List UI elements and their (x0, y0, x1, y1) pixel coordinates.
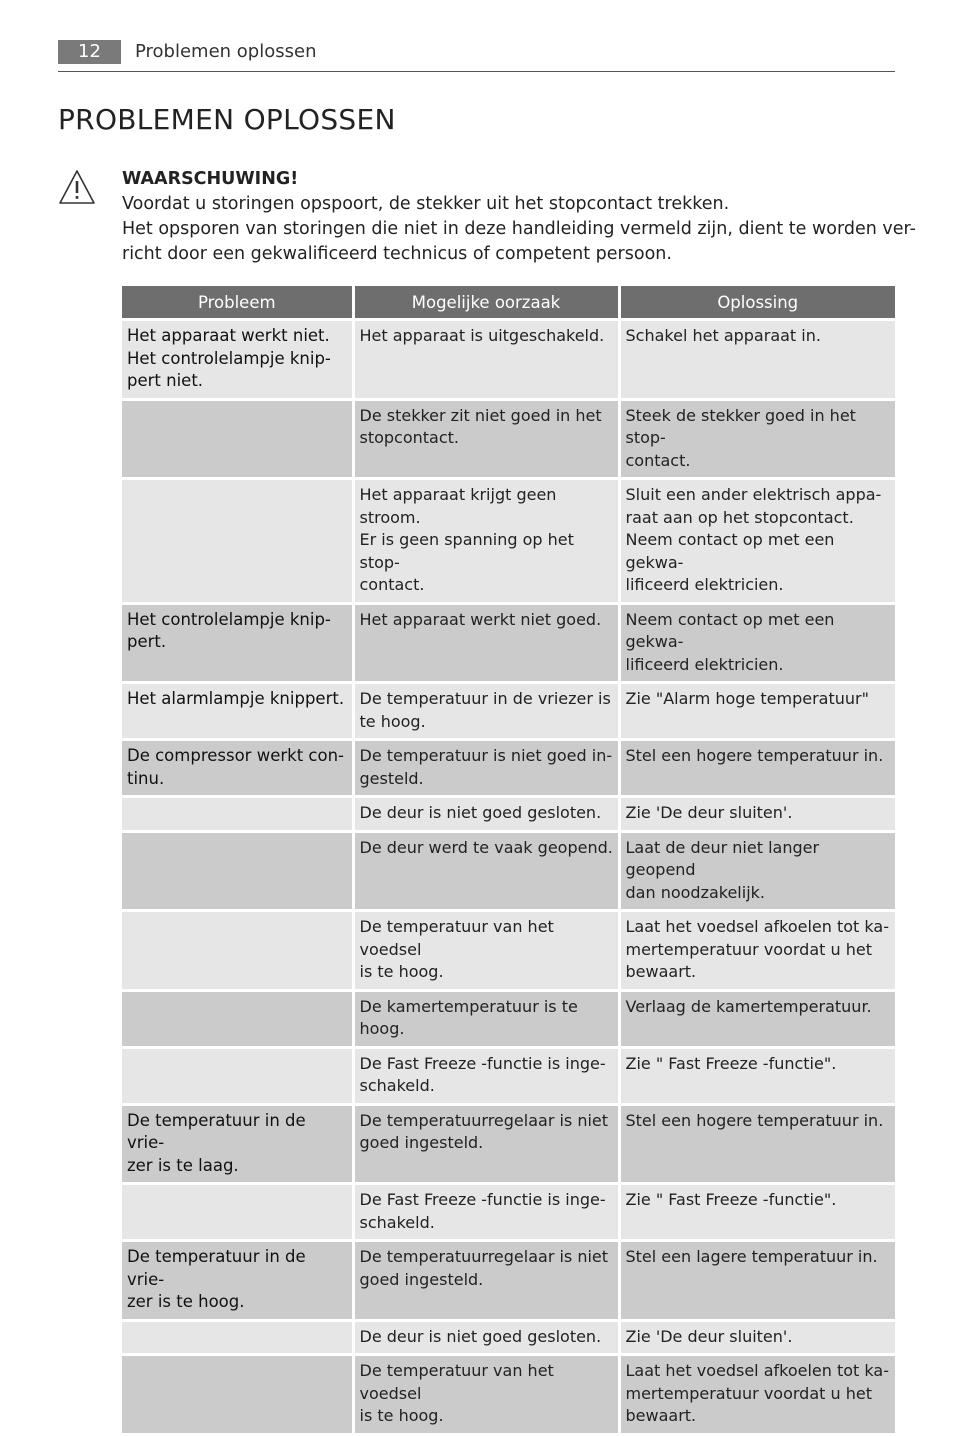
problem-cell-line: Het controlelampje knip- (127, 348, 331, 368)
solution-cell (619, 1047, 895, 1104)
problem-cell-line: pert. (127, 632, 167, 651)
table-row (122, 1355, 895, 1435)
cause-cell-line: De deur is niet goed gesloten. (359, 803, 602, 822)
cause-cell (353, 683, 619, 740)
problem-cell (122, 1104, 353, 1184)
solution-cell (619, 683, 895, 740)
cause-cell-line: De temperatuur van het voedsel (359, 917, 554, 959)
solution-cell-line: Schakel het apparaat in. (625, 326, 821, 345)
column-header-solution: Oplossing (619, 286, 895, 320)
warning-block (122, 167, 916, 267)
cause-cell-line: te hoog. (359, 711, 426, 731)
solution-cell-line: Zie 'De deur sluiten'. (625, 1326, 793, 1346)
cause-cell-line: goed ingesteld. (359, 1133, 484, 1152)
cause-cell-line: De stekker zit niet goed in het (359, 405, 602, 425)
solution-cell-line: Zie " Fast Freeze -functie". (625, 1053, 837, 1073)
cause-cell (353, 1104, 619, 1184)
table-row (122, 1104, 895, 1184)
solution-cell-line: bewaart. (625, 962, 697, 981)
solution-cell-line: Zie "Alarm hoge temperatuur" (625, 689, 869, 708)
problem-cell (122, 479, 353, 604)
cause-cell-line: schakeld. (359, 1212, 435, 1232)
problem-cell (122, 740, 353, 797)
table-row (122, 831, 895, 911)
warning-text-line: richt door een gekwalificeerd technicus of competent persoon. (122, 244, 672, 264)
problem-cell (122, 399, 353, 479)
page-number: 12 (58, 40, 121, 64)
cause-cell-line: De temperatuur van het voedsel (359, 1361, 554, 1403)
problem-cell-line: pert niet. (127, 371, 204, 390)
cause-cell-line: De temperatuur is niet goed in- (359, 746, 613, 765)
solution-cell (619, 1241, 895, 1321)
table-row (122, 797, 895, 832)
solution-cell (619, 1355, 895, 1435)
solution-cell-line: contact. (625, 450, 691, 470)
solution-cell-line: bewaart. (625, 1406, 697, 1425)
solution-cell-line: Neem contact op met een gekwa- (625, 530, 835, 572)
table-header-row (122, 286, 895, 320)
cause-cell (353, 479, 619, 604)
solution-cell-line: raat aan op het stopcontact. (625, 507, 854, 527)
table-row (122, 990, 895, 1047)
table-row (122, 911, 895, 991)
column-header-problem: Probleem (122, 286, 353, 320)
cause-cell-line: De Fast Freeze -functie is inge- (359, 1053, 606, 1073)
solution-cell-line: Stel een hogere temperatuur in. (625, 1110, 884, 1130)
solution-cell (619, 911, 895, 991)
problem-cell (122, 831, 353, 911)
header-section-title: Problemen oplossen (135, 41, 317, 62)
cause-cell-line: Er is geen spanning op het stop- (359, 530, 574, 572)
cause-cell (353, 740, 619, 797)
cause-cell-line: Het apparaat werkt niet goed. (359, 609, 602, 629)
cause-cell (353, 797, 619, 832)
table-row (122, 320, 895, 400)
problem-cell-line: zer is te laag. (127, 1155, 239, 1175)
problem-cell (122, 1184, 353, 1241)
solution-cell-line: Stel een hogere temperatuur in. (625, 746, 884, 765)
problem-cell-line: tinu. (127, 768, 165, 788)
cause-cell-line: De Fast Freeze -functie is inge- (359, 1190, 606, 1209)
problem-cell (122, 1355, 353, 1435)
table-row (122, 740, 895, 797)
solution-cell-line: mertemperatuur voordat u het (625, 1383, 872, 1403)
solution-cell-line: Neem contact op met een gekwa- (625, 609, 835, 651)
table-row (122, 603, 895, 683)
solution-cell (619, 1184, 895, 1241)
cause-cell-line: gesteld. (359, 768, 424, 788)
problem-cell (122, 320, 353, 400)
cause-cell (353, 831, 619, 911)
cause-cell-line: schakeld. (359, 1076, 435, 1095)
problem-cell (122, 911, 353, 991)
cause-cell-line: Het apparaat is uitgeschakeld. (359, 326, 605, 345)
cause-cell-line: Het apparaat krijgt geen stroom. (359, 485, 557, 527)
table-row (122, 683, 895, 740)
cause-cell (353, 1241, 619, 1321)
cause-cell-line: De temperatuur in de vriezer is (359, 689, 611, 708)
column-header-cause: Mogelijke oorzaak (353, 286, 619, 320)
problem-cell-line: Het alarmlampje knippert. (127, 689, 345, 708)
warning-triangle-icon (58, 169, 96, 205)
table-row (122, 1320, 895, 1355)
cause-cell-line: De temperatuurregelaar is niet (359, 1247, 609, 1266)
cause-cell-line: contact. (359, 575, 425, 594)
warning-title: WAARSCHUWING! (122, 169, 299, 189)
table-body (122, 320, 895, 1435)
cause-cell-line: De temperatuurregelaar is niet (359, 1110, 609, 1130)
cause-cell (353, 320, 619, 400)
solution-cell-line: mertemperatuur voordat u het (625, 939, 872, 959)
troubleshooting-table (122, 286, 895, 1436)
solution-cell-line: Zie " Fast Freeze -functie". (625, 1190, 837, 1209)
problem-cell (122, 1320, 353, 1355)
solution-cell (619, 831, 895, 911)
solution-cell-line: lificeerd elektricien. (625, 575, 784, 594)
cause-cell-line: goed ingesteld. (359, 1269, 484, 1289)
problem-cell-line: Het controlelampje knip- (127, 609, 331, 629)
page-header (58, 40, 895, 72)
problem-cell (122, 990, 353, 1047)
problem-cell-line: Het apparaat werkt niet. (127, 326, 330, 345)
cause-cell (353, 1047, 619, 1104)
solution-cell-line: dan noodzakelijk. (625, 882, 765, 902)
solution-cell (619, 990, 895, 1047)
problem-cell (122, 603, 353, 683)
solution-cell-line: Verlaag de kamertemperatuur. (625, 996, 872, 1016)
problem-cell (122, 797, 353, 832)
solution-cell (619, 797, 895, 832)
table-row (122, 1241, 895, 1321)
solution-cell-line: Laat de deur niet langer geopend (625, 837, 820, 879)
problem-cell-line: De temperatuur in de vrie- (127, 1110, 306, 1152)
cause-cell-line: De deur werd te vaak geopend. (359, 837, 613, 857)
solution-cell (619, 1320, 895, 1355)
solution-cell-line: lificeerd elektricien. (625, 654, 784, 674)
cause-cell-line: hoog. (359, 1019, 405, 1038)
cause-cell (353, 911, 619, 991)
problem-cell-line: De temperatuur in de vrie- (127, 1247, 306, 1289)
solution-cell (619, 740, 895, 797)
problem-cell (122, 1241, 353, 1321)
warning-text-line: Voordat u storingen opspoort, de stekker uit het stopcontact trekken. (122, 194, 730, 214)
problem-cell-line: zer is te hoog. (127, 1292, 245, 1311)
solution-cell-line: Stel een lagere temperatuur in. (625, 1247, 878, 1266)
solution-cell (619, 1104, 895, 1184)
problem-cell (122, 1047, 353, 1104)
table-row (122, 1184, 895, 1241)
cause-cell (353, 399, 619, 479)
page-title: PROBLEMEN OPLOSSEN (58, 103, 396, 136)
cause-cell (353, 603, 619, 683)
cause-cell-line: De deur is niet goed gesloten. (359, 1326, 602, 1346)
cause-cell (353, 1320, 619, 1355)
cause-cell-line: is te hoog. (359, 962, 444, 981)
cause-cell (353, 1355, 619, 1435)
table-row (122, 479, 895, 604)
table-row (122, 1047, 895, 1104)
cause-cell-line: De kamertemperatuur is te (359, 996, 578, 1016)
solution-cell (619, 603, 895, 683)
warning-text-line: Het opsporen van storingen die niet in deze handleiding vermeld zijn, dient te worden ver- (122, 219, 916, 239)
problem-cell (122, 683, 353, 740)
cause-cell-line: is te hoog. (359, 1406, 444, 1425)
cause-cell (353, 990, 619, 1047)
solution-cell-line: Zie 'De deur sluiten'. (625, 803, 793, 822)
cause-cell (353, 1184, 619, 1241)
problem-cell-line: De compressor werkt con- (127, 746, 344, 765)
solution-cell (619, 479, 895, 604)
solution-cell-line: Sluit een ander elektrisch appa- (625, 485, 882, 504)
solution-cell (619, 320, 895, 400)
solution-cell-line: Steek de stekker goed in het stop- (625, 405, 856, 447)
solution-cell-line: Laat het voedsel afkoelen tot ka- (625, 917, 889, 936)
solution-cell-line: Laat het voedsel afkoelen tot ka- (625, 1361, 889, 1380)
table-row (122, 399, 895, 479)
cause-cell-line: stopcontact. (359, 428, 460, 447)
solution-cell (619, 399, 895, 479)
